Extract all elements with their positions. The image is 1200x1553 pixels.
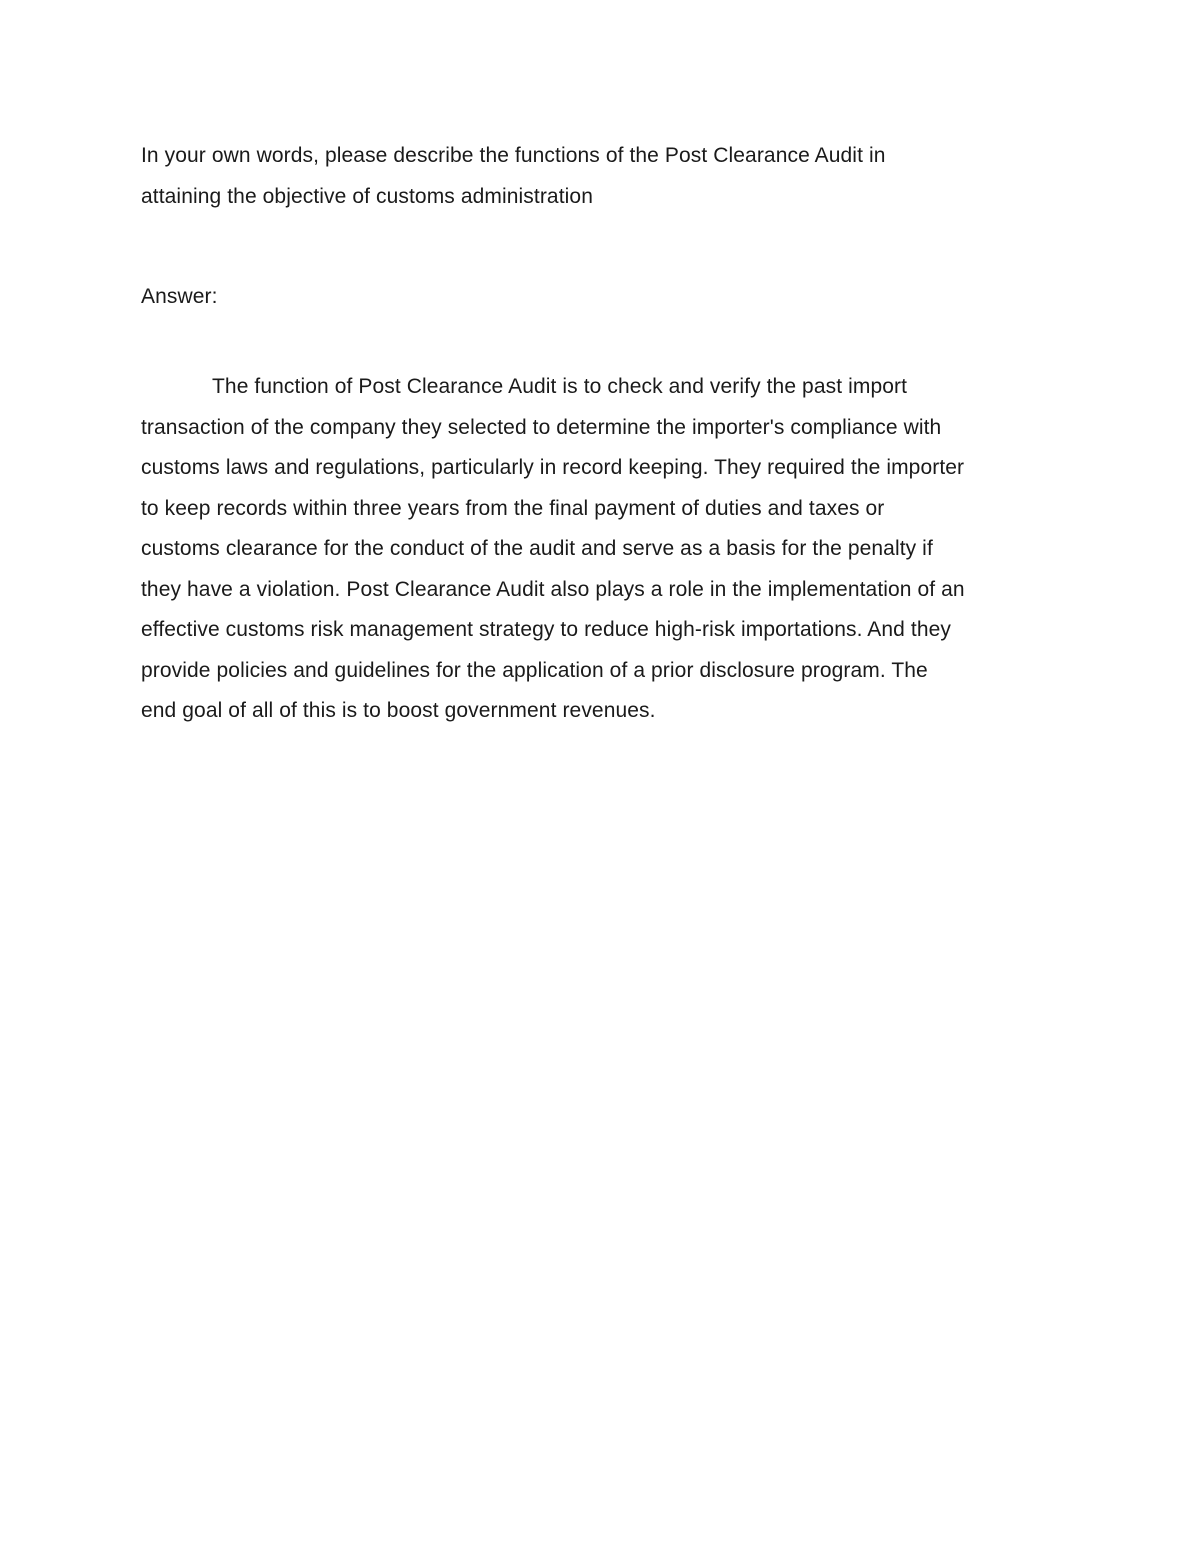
question-text xyxy=(141,136,1061,217)
question-line: attaining the objective of customs administration xyxy=(141,184,593,208)
answer-line: to keep records within three years from the final payment of duties and taxes or xyxy=(141,496,885,520)
answer-line: end goal of all of this is to boost government revenues. xyxy=(141,699,656,722)
answer-line: they have a violation. Post Clearance Audit also plays a role in the implementation of an xyxy=(141,577,965,601)
answer-line: transaction of the company they selected to determine the importer's compliance with xyxy=(141,415,942,439)
answer-label: Answer: xyxy=(141,285,218,308)
answer-line: The function of Post Clearance Audit is to check and verify the past import xyxy=(212,375,908,398)
answer-paragraph xyxy=(141,367,1061,732)
question-line: In your own words, please describe the functions of the Post Clearance Audit in xyxy=(141,144,886,167)
answer-line: customs clearance for the conduct of the audit and serve as a basis for the penalty if xyxy=(141,537,933,560)
answer-line: effective customs risk management strategy to reduce high-risk importations. And they xyxy=(141,618,951,641)
answer-line: provide policies and guidelines for the application of a prior disclosure program. The xyxy=(141,658,928,682)
answer-line: customs laws and regulations, particularly in record keeping. They required the importer xyxy=(141,456,965,479)
